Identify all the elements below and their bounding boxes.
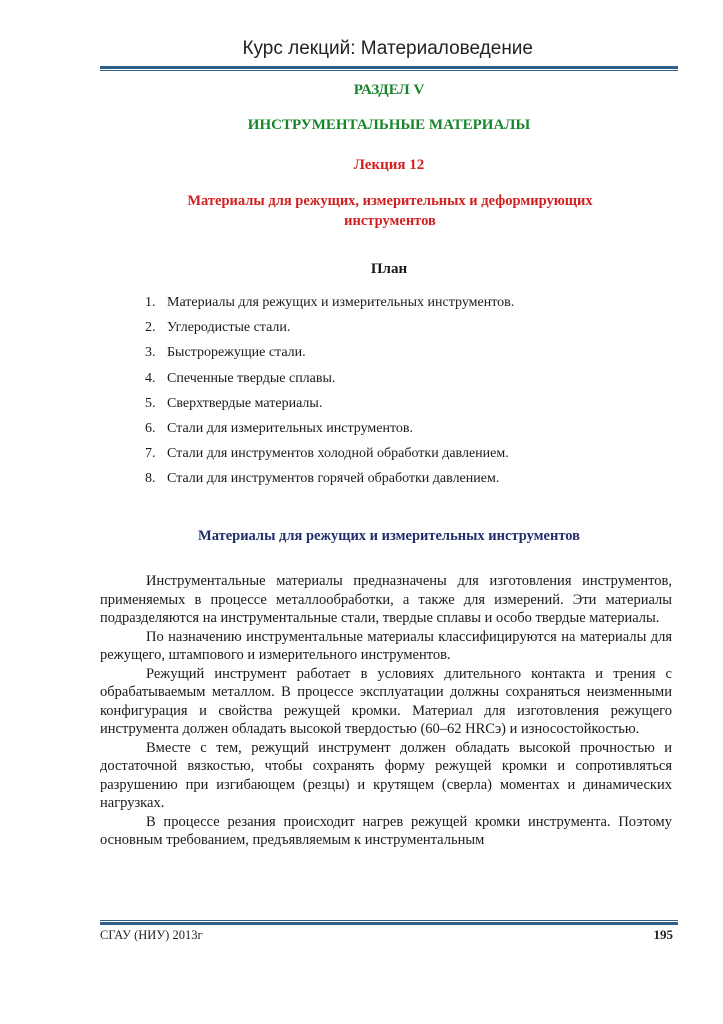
- list-item: 3. Быстрорежущие стали.: [145, 345, 306, 361]
- plan-title: План: [370, 261, 408, 277]
- section-title: ИНСТРУМЕНТАЛЬНЫЕ МАТЕРИАЛЫ: [247, 117, 531, 133]
- paragraph: В процессе резания происходит нагрев режущей кромки инструмента. Поэтому основным требованием, предъявляемым к инструментальным: [100, 813, 672, 848]
- running-header-title: Курс лекций: Материаловедение: [242, 38, 533, 59]
- list-item: 8. Стали для инструментов горячей обработки давлением.: [145, 471, 500, 487]
- list-item: 5. Сверхтвердые материалы.: [145, 395, 323, 411]
- header-divider: [100, 66, 678, 71]
- section-label: РАЗДЕЛ V: [353, 82, 425, 98]
- list-item: 2. Углеродистые стали.: [145, 320, 291, 336]
- list-item: 7. Стали для инструментов холодной обработки давлением.: [145, 446, 509, 462]
- footer-institution: СГАУ (НИУ) 2013г: [100, 928, 203, 942]
- page-number: 195: [653, 927, 673, 942]
- list-item: 6. Стали для измерительных инструментов.: [145, 420, 414, 436]
- body-text: [100, 572, 672, 850]
- plan-list: [145, 290, 665, 492]
- paragraph: Инструментальные материалы предназначены для изготовления инструментов, применяемых в процессе металлообработки, а также для измерений. Эти материалы подразделяются на инструментальные стали, твердые сплавы и особо твердые материалы.: [100, 573, 672, 626]
- paragraph: По назначению инструментальные материалы классифицируются на материалы для режущего, штампового и измерительного инструментов.: [100, 628, 672, 663]
- list-item: 4. Спеченные твердые сплавы.: [145, 370, 336, 386]
- lecture-label: Лекция 12: [353, 157, 425, 173]
- list-item: 1. Материалы для режущих и измерительных инструментов.: [145, 295, 515, 310]
- lecture-title: Материалы для режущих, измерительных и деформирующих инструментов: [187, 193, 593, 229]
- subsection-title: Материалы для режущих и измерительных инструментов: [198, 528, 580, 544]
- paragraph: Режущий инструмент работает в условиях длительного контакта и трения с обрабатываемым металлом. В процессе эксплуатации должны сохраняться неизменными конфигурация и свойства режущей кромки. Материал для изготовления режущего инструмента должен обладать высокой твердостью (60–62 HRCэ) и износостойкостью.: [100, 665, 672, 737]
- paragraph: Вместе с тем, режущий инструмент должен обладать высокой прочностью и достаточной вязкостью, чтобы сохранять форму режущей кромки и сопротивляться разрушению при изгибающем (резцы) и крутящем (сверла) моментах и динамических нагрузках.: [100, 739, 672, 811]
- footer-divider: [100, 920, 678, 925]
